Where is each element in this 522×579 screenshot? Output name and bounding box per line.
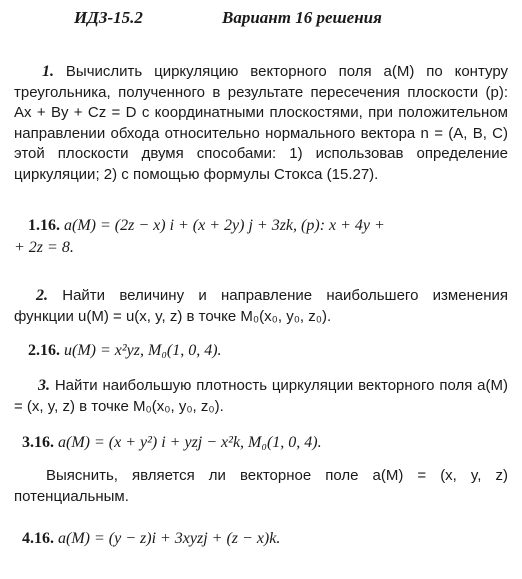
task-4-text: Выяснить, является ли векторное поле a(M) = (x, y, z) потенциальным.: [14, 467, 508, 505]
problem-4-number: 4.16.: [22, 530, 54, 547]
problem-4-formula: a(M) = (y − z)i + 3xyzj + (z − x)k.: [54, 530, 281, 547]
task-1-number: 1.: [42, 63, 54, 80]
problem-1-number: 1.16.: [28, 217, 60, 234]
problem-2-number: 2.16.: [28, 342, 60, 359]
task-2-body: Найти величину и направление наибольшего изменения функции u(M) = u(x, y, z) в точке M₀(x₀, y₀, z₀).: [14, 287, 508, 325]
task-1-body: Вычислить циркуляцию векторного поля a(M) по контуру треугольника, полученного в результате пересечения плоскости (p): Ax + By + Cz = D с координатными плоскостями, при положительном направлении обхода относительно нормального вектора n = (A, B, C) этой плоскости двумя способами: 1) использовав определение циркуляции; 2) с помощью формулы Стокса (15.27).: [14, 63, 508, 183]
header-variant: Вариант 16 решения: [222, 8, 382, 27]
task-3-text: [14, 376, 508, 417]
problem-2-formula: u(M) = x²yz, M₀(1, 0, 4).: [60, 342, 222, 359]
problem-2-16: [28, 340, 222, 362]
problem-3-number: 3.16.: [22, 434, 54, 451]
problem-1-formula-line2: + 2z = 8.: [14, 239, 74, 256]
problem-1-16: [14, 215, 385, 259]
task-2-text: [14, 286, 508, 327]
task-3-body: Найти наибольшую плотность циркуляции векторного поля a(M) = (x, y, z) в точке M₀(x₀, y₀, z₀).: [14, 377, 508, 415]
task-1-text: [14, 62, 508, 185]
task-3-number: 3.: [38, 377, 50, 394]
task-2-number: 2.: [36, 287, 48, 304]
header-title: ИДЗ-15.2: [74, 8, 143, 27]
problem-4-16: [22, 528, 280, 550]
problem-3-formula: a(M) = (x + y²) i + yzj − x²k, M₀(1, 0, 4).: [54, 434, 322, 451]
problem-1-formula-line1: a(M) = (2z − x) i + (x + 2y) j + 3zk, (p): x + 4y +: [60, 217, 385, 234]
problem-3-16: [22, 432, 322, 454]
